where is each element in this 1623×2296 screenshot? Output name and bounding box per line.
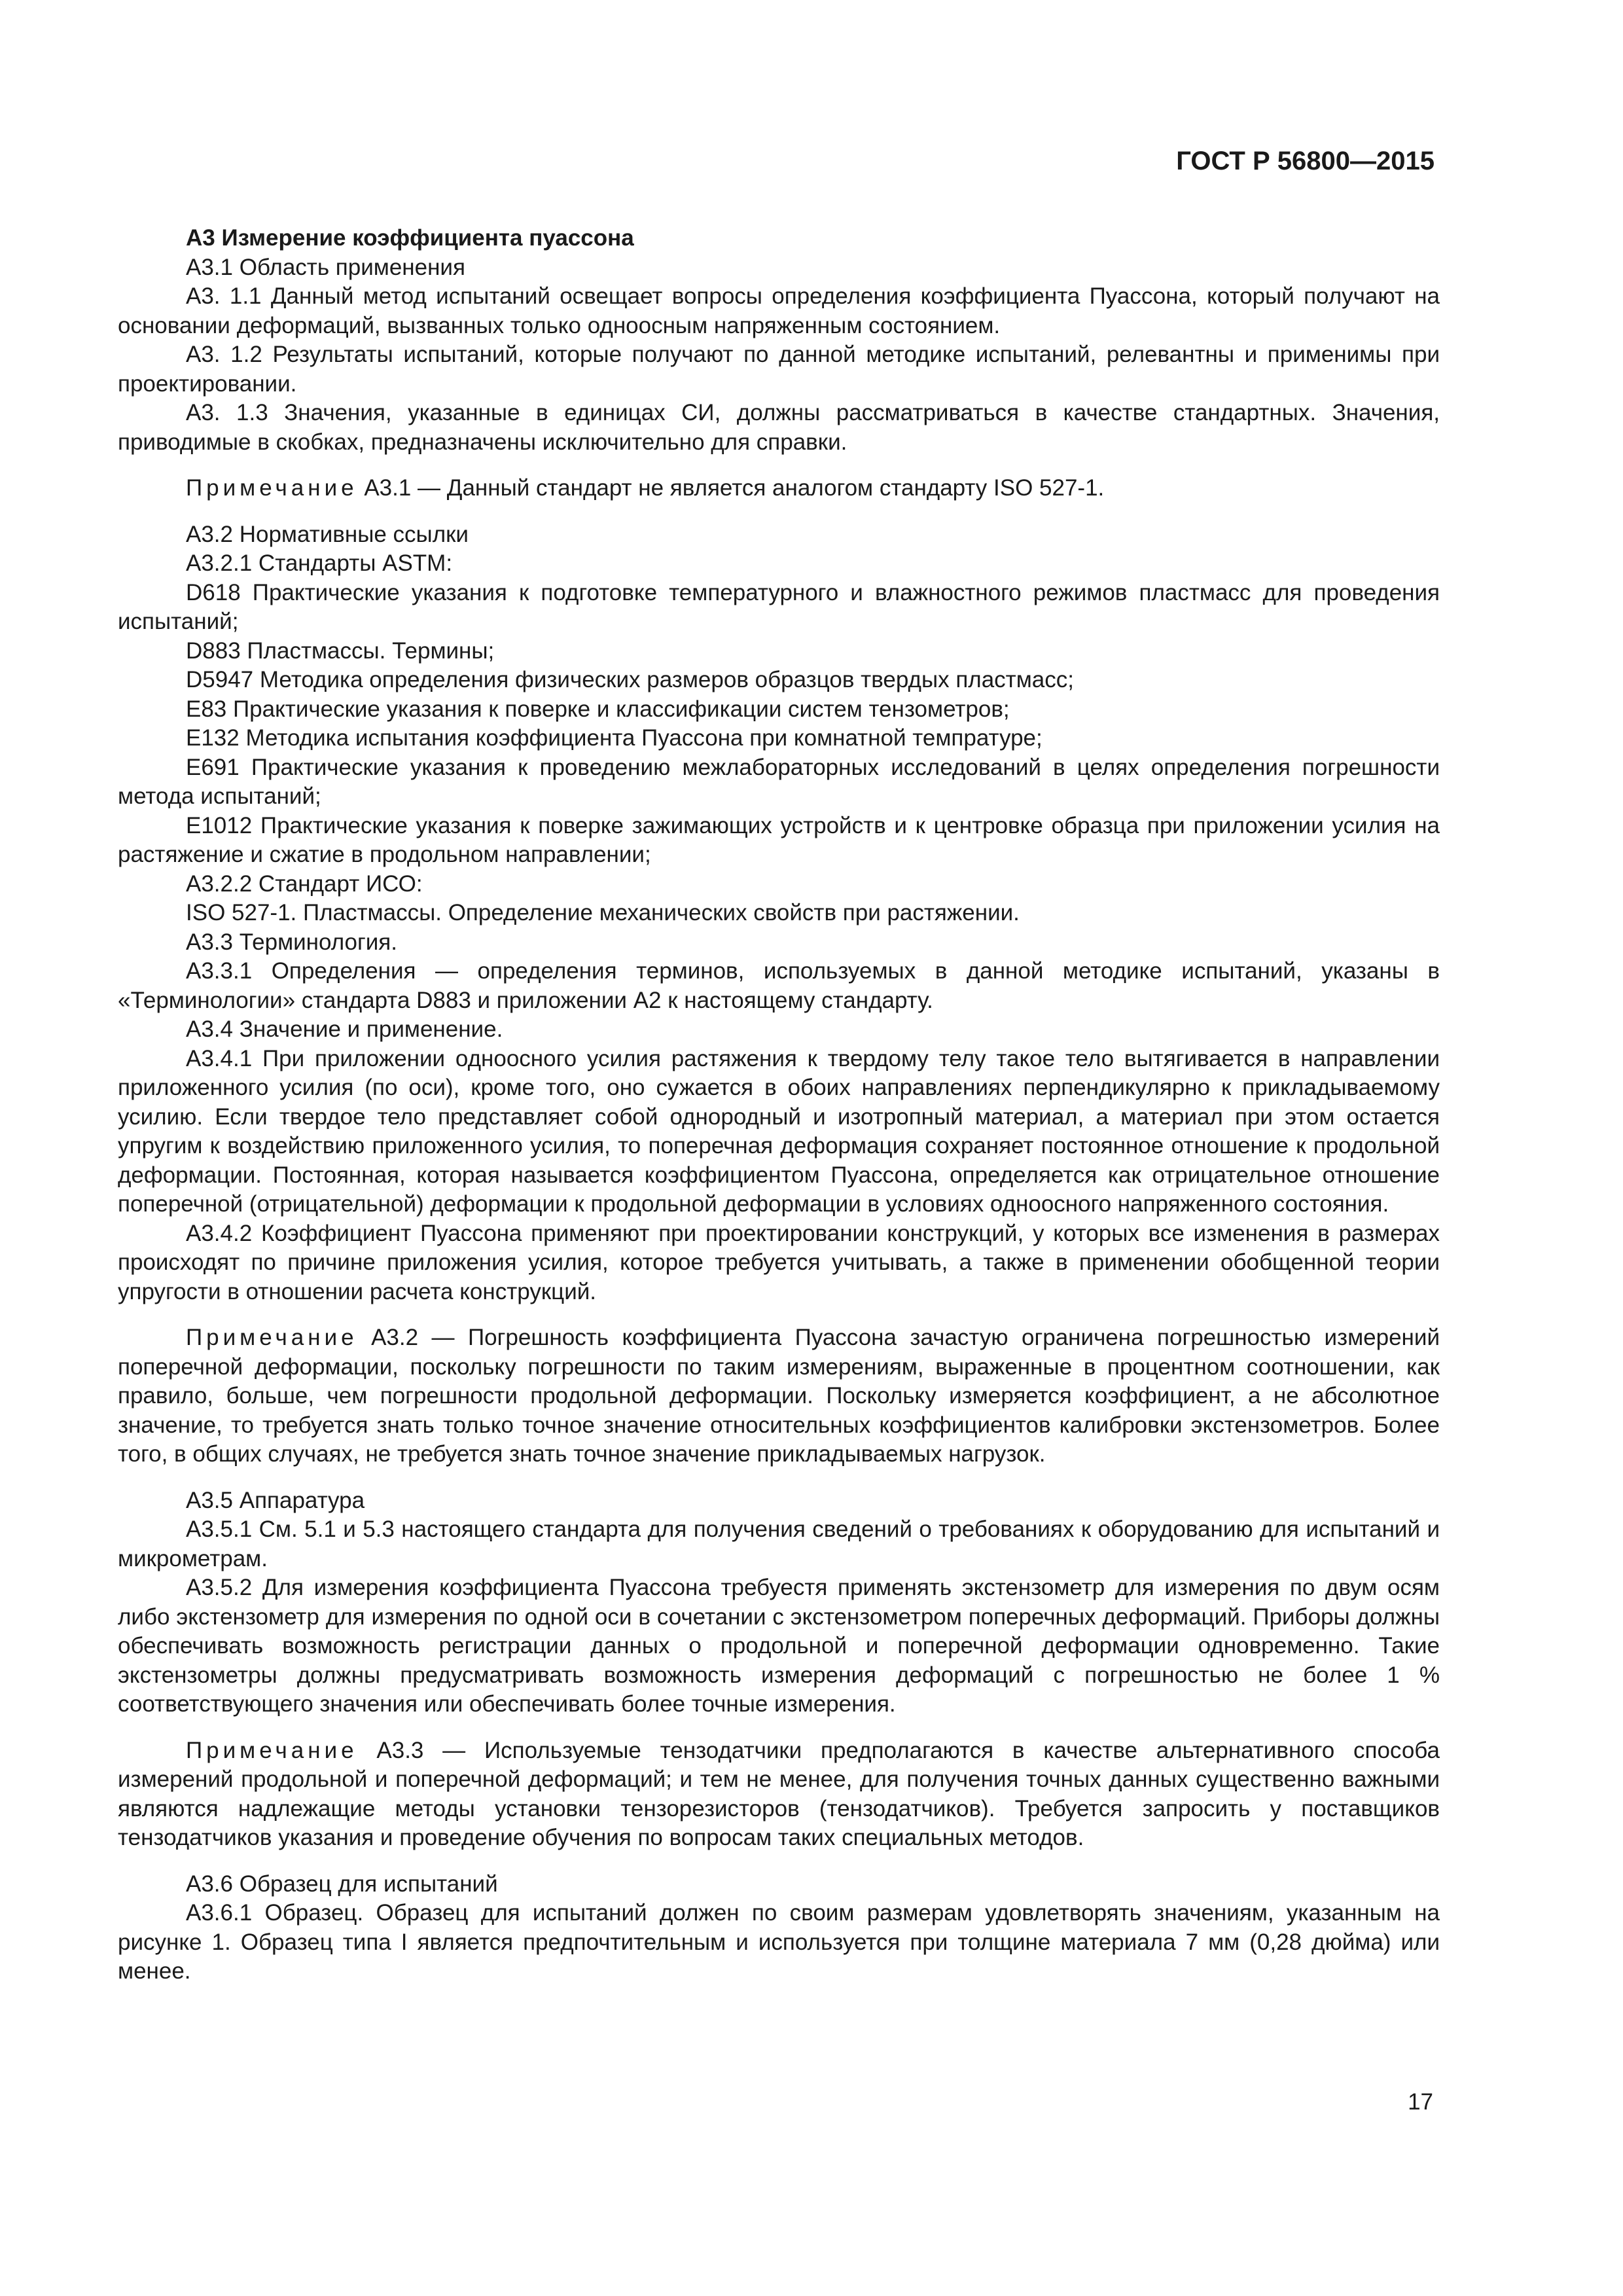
paragraph: D618 Практические указания к подготовке температурного и влажностного режимов пластмасс для проведения испытаний;: [118, 579, 1440, 634]
paragraph: А3.2.2 Стандарт ИСО:: [186, 870, 423, 897]
paragraph: А3.4.2 Коэффициент Пуассона применяют при проектировании конструкций, у которых все изменения в размерах происходят по причине приложения усилия, которое требуется учитывать, а также в применении обобщенной теории упругости в отношении расчета конструкций.: [118, 1220, 1440, 1304]
paragraph: А3.4.1 При приложении одноосного усилия растяжения к твердому телу такое тело вытягивается в направлении приложенного усилия (по оси), кроме того, оно сужается в обоих направлениях перпендикулярно к прикладываемому усилию. Если твердое тело представляет собой однородный и изотропный материал, а материал при этом остается упругим к воздействию приложенного усилия, то поперечная деформация сохраняет постоянное отношение к продольной деформации. Постоянная, которая называется коэффициентом Пуассона, определяется как отрицательное отношение поперечной (отрицательной) деформации к продольной деформации в условиях одноосного напряженного состояния.: [118, 1045, 1440, 1217]
note-label: Примечание: [186, 475, 358, 501]
document-body: [118, 224, 1440, 1986]
paragraph: D5947 Методика определения физических размеров образцов твердых пластмасс;: [186, 667, 1074, 692]
note-label: Примечание: [186, 1325, 358, 1350]
paragraph: А3. 1.2 Результаты испытаний, которые получают по данной методике испытаний, релевантны и применимы при проектировании.: [118, 342, 1440, 397]
standard-header: ГОСТ Р 56800—2015: [1176, 147, 1435, 175]
section-title: А3 Измерение коэффициента пуассона: [186, 225, 634, 251]
paragraph: Е83 Практические указания к поверке и классификации систем тензометров;: [186, 696, 1010, 722]
paragraph: А3.5.2 Для измерения коэффициента Пуассона требуестя применять экстензометр для измерения по двум осям либо экстензометр для измерения по одной оси в сочетании с экстензометром поперечных деформаций. Приборы должны обеспечивать возможность регистрации данных о продольной и поперечной деформации одновременно. Такие экстензометры должны предусматривать возможность измерения деформаций с погрешностью не более 1 % соответствующего значения или обеспечивать более точные измерения.: [118, 1575, 1440, 1717]
paragraph: А3. 1.1 Данный метод испытаний освещает вопросы определения коэффициента Пуассона, который получают на основании деформаций, вызванных только одноосным напряженным состоянием.: [118, 283, 1440, 338]
note-label: Примечание: [186, 1737, 358, 1763]
paragraph: А3.6.1 Образец. Образец для испытаний должен по своим размерам удовлетворять значениям, указанным на рисунке 1. Образец типа I является предпочтительным и используется при толщине материала 7 мм (0,28 дюйма) или менее.: [118, 1900, 1440, 1984]
paragraph: А3.6 Образец для испытаний: [186, 1871, 498, 1897]
paragraph: А3.5.1 См. 5.1 и 5.3 настоящего стандарта для получения сведений о требованиях к оборудованию для испытаний и микрометрам.: [118, 1516, 1440, 1571]
paragraph: А3.2.1 Стандарты ASTM:: [186, 550, 453, 576]
page-number: 17: [1408, 2089, 1433, 2115]
paragraph: А3.5 Аппаратура: [186, 1487, 365, 1513]
paragraph: D883 Пластмассы. Термины;: [186, 637, 495, 664]
paragraph: А3.4 Значение и применение.: [186, 1016, 503, 1042]
paragraph: А3.1 Область применения: [186, 254, 465, 280]
note-text: А3.2 — Погрешность коэффициента Пуассона зачастую ограничена погрешностью измерений поперечной деформации, поскольку погрешности по таким измерениям, выраженные в процентном соотношении, как правило, больше, чем погрешности продольной деформации. Поскольку измеряется коэффициент, а не абсолютное значение, то требуется знать только точное значение относительных коэффициентов калибровки экстензометров. Более того, в общих случаях, не требуется знать точное значение прикладываемых нагрузок.: [118, 1325, 1440, 1467]
paragraph: А3. 1.3 Значения, указанные в единицах СИ, должны рассматриваться в качестве стандартных. Значения, приводимые в скобках, предназначены исключительно для справки.: [118, 400, 1440, 455]
paragraph: Е691 Практические указания к проведению межлабораторных исследований в целях определения погрешности метода испытаний;: [118, 754, 1440, 809]
note: [118, 474, 1440, 503]
paragraph: А3.3.1 Определения — определения терминов, используемых в данной методике испытаний, указаны в «Терминологии» стандарта D883 и приложении А2 к настоящему стандарту.: [118, 958, 1440, 1013]
paragraph: А3.2 Нормативные ссылки: [186, 521, 469, 547]
note-text: А3.1 — Данный стандарт не является аналогом стандарту ISO 527-1.: [357, 475, 1105, 501]
paragraph: А3.3 Терминология.: [186, 929, 397, 955]
note-text: А3.3 — Используемые тензодатчики предполагаются в качестве альтернативного способа измерений продольной и поперечной деформаций; и тем не менее, для получения точных данных существенно важными являются надлежащие методы установки тензорезисторов (тензодатчиков). Требуется запросить у поставщиков тензодатчиков указания и проведение обучения по вопросам таких специальных методов.: [118, 1737, 1440, 1850]
note: [118, 1736, 1440, 1853]
paragraph: ISO 527-1. Пластмассы. Определение механических свойств при растяжении.: [186, 900, 1020, 925]
paragraph: Е132 Методика испытания коэффициента Пуассона при комнатной темпратуре;: [186, 725, 1043, 751]
note: [118, 1323, 1440, 1469]
paragraph: Е1012 Практические указания к поверке зажимающих устройств и к центровке образца при приложении усилия на растяжение и сжатие в продольном направлении;: [118, 812, 1440, 867]
